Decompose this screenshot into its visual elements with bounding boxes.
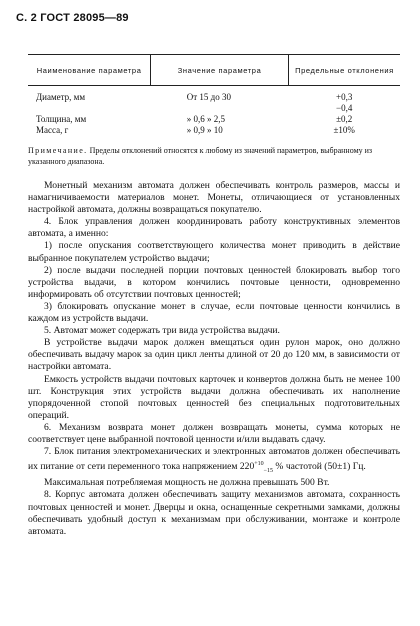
table-cell: » 0,6 » 2,5 [186, 113, 225, 124]
paragraph-text: % частотой (50±1) Гц. [273, 461, 366, 473]
paragraph-text: 7. Блок питания электромеханических и электронных автоматов должен обеспечивать их питание от сети переменного тока напряжением 220 [28, 446, 400, 473]
table-cell: ±10% [333, 124, 355, 135]
paragraph: Монетный механизм автомата должен обеспечивать контроль размеров, массы и намагничиваемости материалов монет. Монеты, отличающиеся от установленных настройкой автомата, должны возвращаться покупателю. [28, 180, 400, 216]
paragraph: 1) после опускания соответствующего количества монет приводить в действие выбранное покупателем устройство выдачи; [28, 240, 400, 264]
table-cell: Масса, г [36, 124, 69, 135]
note-text: Пределы отклонений относятся к любому из значений параметров, выбранному из указанного диапазона. [28, 146, 373, 166]
paragraph: Емкость устройств выдачи почтовых карточек и конвертов должна быть не менее 100 шт. Конструкция этих устройств выдачи должна обеспечивать их наполнение упорядоченной стопой почтовых ценностей без специальных подготовительных операций. [28, 373, 400, 421]
table-cell: +0,3 [336, 91, 353, 102]
table-header-value: Значение параметра [151, 55, 289, 86]
table-row [28, 92, 400, 103]
page-header: С. 2 ГОСТ 28095—89 [16, 12, 129, 24]
paragraph: 6. Механизм возврата монет должен возвращать монеты, сумма которых не соответствует цене выбранной почтовой ценности и/или выдавать сдачу. [28, 421, 400, 445]
table-row [28, 103, 400, 114]
table-cell: От 15 до 30 [186, 91, 232, 102]
table-note [28, 145, 400, 167]
table-cell: −0,4 [336, 102, 353, 113]
paragraph [28, 446, 400, 477]
body-text [28, 180, 400, 538]
voltage-lower-tolerance: −15 [263, 468, 274, 475]
table-row [28, 114, 400, 125]
table-cell [28, 103, 151, 114]
parameters-table [28, 54, 400, 136]
voltage-upper-tolerance: +10 [254, 461, 264, 468]
paragraph: 3) блокировать опускание монет в случае, если почтовые ценности кончились в каждом из устройств выдачи. [28, 300, 400, 325]
table-header-deviation: Предельные отклонения [288, 55, 400, 86]
paragraph: В устройстве выдачи марок должен вмещаться один рулон марок, оно должно обеспечивать выдачу марок за один цикл ленты длиной от 20 до 120 мм, в зависимости от настройки автомата. [28, 337, 400, 373]
table-cell [151, 103, 289, 114]
table-header-name: Наименование параметра [28, 55, 151, 86]
note-label: Примечание. [28, 146, 88, 155]
table-row [28, 125, 400, 136]
paragraph: 2) после выдачи последней порции почтовых ценностей блокировать выбор того устройства выдачи, в котором кончились почтовые ценности, одновременно информировать об отсутствии почтовых ценностей; [28, 264, 400, 300]
table-cell: Толщина, мм [36, 113, 87, 124]
paragraph: 8. Корпус автомата должен обеспечивать защиту механизмов автомата, сохранность почтовых ценностей и монет. Дверцы и окна, оснащенные секретными замками, должны обеспечивать удобный доступ к механизмам при обслуживании, монтаже и контроле автомата. [28, 489, 400, 537]
table-cell: ±0,2 [336, 113, 353, 124]
table-cell: » 0,9 » 10 [186, 124, 223, 135]
paragraph: 5. Автомат может содержать три вида устройства выдачи. [44, 325, 280, 337]
paragraph: Максимальная потребляемая мощность не должна превышать 500 Вт. [44, 477, 330, 489]
table-cell: Диаметр, мм [36, 91, 86, 102]
paragraph: 4. Блок управления должен координировать работу конструктивных элементов автомата, а именно: [28, 216, 400, 240]
